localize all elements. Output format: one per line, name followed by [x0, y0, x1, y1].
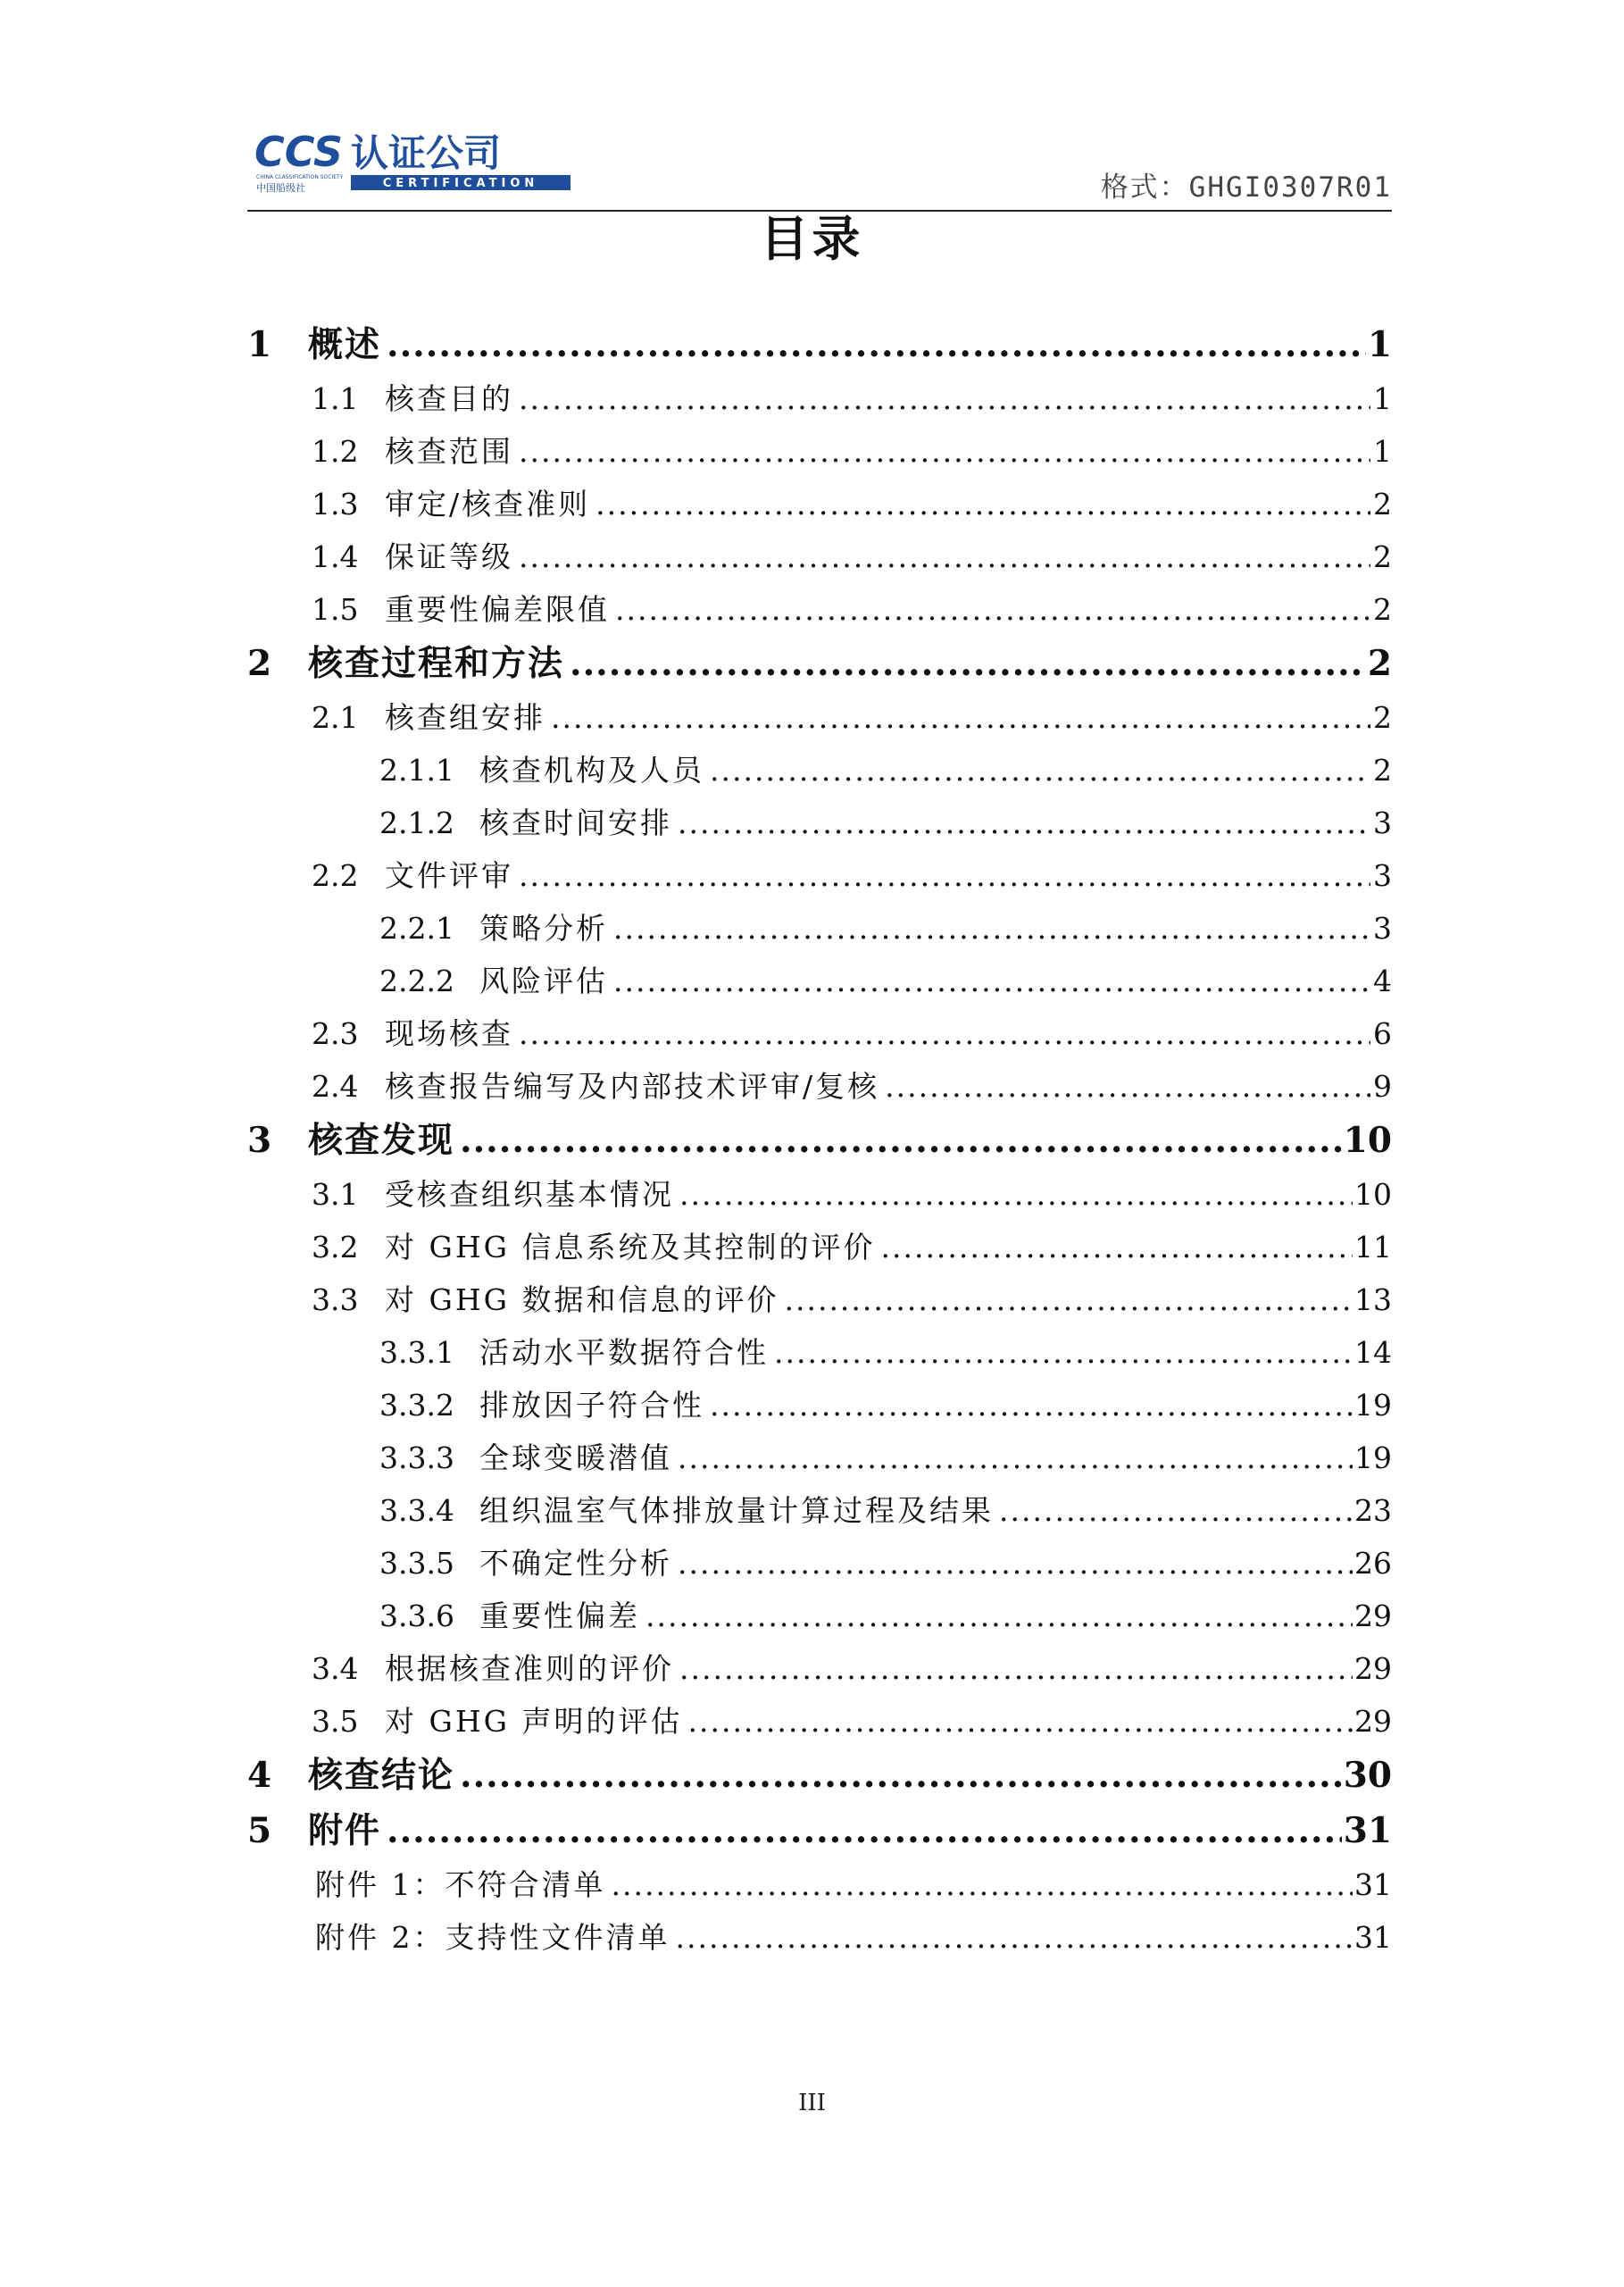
toc-entry-number: 3.3.3 [379, 1440, 454, 1475]
toc-entry-page: 19 [1354, 1440, 1392, 1475]
toc-entry-page: 4 [1373, 964, 1392, 998]
toc-entry-number: 3.3.6 [379, 1598, 454, 1633]
toc-entry-label: 受核查组织基本情况 [385, 1177, 674, 1212]
toc-dot-leader [774, 1326, 1353, 1379]
toc-entry-label: 核查机构及人员 [479, 753, 704, 788]
toc-dot-leader [613, 955, 1370, 1007]
toc-entry-label: 排放因子符合性 [479, 1388, 704, 1423]
toc-entry-label: 核查过程和方法 [308, 644, 565, 684]
toc-entry[interactable] [247, 1484, 1392, 1537]
toc-entry-label: 概述 [308, 325, 382, 365]
toc-dot-leader [679, 1642, 1353, 1695]
toc-dot-leader [570, 636, 1366, 691]
toc-entry-label: 核查组安排 [385, 700, 545, 735]
toc-entry[interactable] [247, 744, 1392, 797]
toc-entry-page: 31 [1343, 1810, 1392, 1851]
toc-entry-label: 不确定性分析 [479, 1546, 672, 1581]
toc-entry[interactable] [247, 1221, 1392, 1273]
toc-entry-label: 核查报告编写及内部技术评审/复核 [385, 1069, 880, 1104]
toc-entry-number: 2.3 [312, 1016, 359, 1051]
toc-entry-page: 2 [1373, 539, 1392, 574]
toc-entry-label: 全球变暖潜值 [479, 1440, 672, 1475]
logo-cn-text: 认证公司 [351, 131, 502, 175]
toc-entry[interactable] [247, 583, 1392, 636]
toc-entry[interactable] [247, 1911, 1392, 1964]
toc-dot-leader [595, 478, 1370, 530]
toc-entry-label: 附件 2：支持性文件清单 [315, 1920, 670, 1955]
toc-entry-page: 2 [1373, 487, 1392, 522]
toc-entry[interactable] [247, 1642, 1392, 1695]
logo-sub-cn: 中国船级社 [256, 182, 305, 194]
toc-entry-number: 3.5 [312, 1704, 359, 1739]
toc-dot-leader [678, 1431, 1353, 1484]
toc-entry-label: 保证等级 [385, 539, 513, 574]
toc-dot-leader [880, 1221, 1353, 1273]
toc-dot-leader [612, 1858, 1353, 1911]
toc-entry-page: 3 [1373, 858, 1392, 893]
toc-dot-leader [679, 1168, 1353, 1221]
ccs-certification-logo [254, 125, 576, 196]
toc-entry-page: 2 [1367, 643, 1392, 684]
toc-entry-number: 3.3 [312, 1282, 359, 1317]
toc-entry-label: 风险评估 [479, 964, 608, 998]
toc-entry-page: 1 [1373, 434, 1392, 469]
toc-entry[interactable] [247, 1537, 1392, 1590]
toc-entry-page: 31 [1354, 1867, 1392, 1902]
toc-dot-leader [645, 1590, 1353, 1642]
toc-entry[interactable] [247, 478, 1392, 530]
toc-dot-leader [519, 849, 1370, 902]
toc-entry-page: 26 [1354, 1546, 1392, 1581]
toc-entry-page: 29 [1354, 1651, 1392, 1686]
toc-entry-page: 31 [1354, 1920, 1392, 1955]
toc-entry-number: 2.1 [312, 700, 359, 735]
logo-banner-text: CERTIFICATION [382, 177, 539, 190]
toc-dot-leader [687, 1695, 1353, 1748]
toc-entry-number: 2.2.2 [379, 964, 454, 998]
toc-entry-number: 3 [247, 1120, 272, 1161]
toc-entry-label: 活动水平数据符合性 [479, 1335, 769, 1370]
toc-entry-page: 29 [1354, 1704, 1392, 1739]
toc-entry-label: 对 GHG 声明的评估 [385, 1704, 683, 1739]
toc-entry-page: 2 [1373, 753, 1392, 788]
toc-dot-leader [784, 1273, 1353, 1326]
toc-entry-label: 策略分析 [479, 911, 608, 946]
toc-entry-label: 对 GHG 信息系统及其控制的评价 [385, 1230, 876, 1265]
toc-dot-leader [460, 1748, 1342, 1803]
toc-entry[interactable] [247, 530, 1392, 583]
toc-entry-label: 现场核查 [385, 1016, 513, 1051]
toc-entry-page: 29 [1354, 1598, 1392, 1633]
toc-entry[interactable] [247, 1695, 1392, 1748]
toc-entry-page: 6 [1373, 1016, 1392, 1051]
toc-entry[interactable] [247, 849, 1392, 902]
toc-dot-leader [710, 1379, 1353, 1431]
toc-entry-label: 文件评审 [385, 858, 513, 893]
toc-entry-page: 19 [1354, 1388, 1392, 1423]
toc-entry-page: 1 [1373, 381, 1392, 416]
page-number: III [798, 2090, 826, 2116]
toc-entry-number: 2 [247, 643, 272, 684]
toc-entry-number: 3.3.4 [379, 1493, 454, 1528]
toc-entry-label: 重要性偏差限值 [385, 592, 610, 627]
toc-entry[interactable] [247, 317, 1392, 372]
toc-entry-page: 23 [1354, 1493, 1392, 1528]
toc-entry[interactable] [247, 797, 1392, 849]
toc-dot-leader [519, 1007, 1370, 1060]
toc-entry[interactable] [247, 955, 1392, 1007]
toc-dot-leader [615, 583, 1370, 636]
toc-entry-number: 3.4 [312, 1651, 359, 1686]
toc-entry-number: 1.4 [312, 539, 359, 574]
toc-entry-number: 3.1 [312, 1177, 359, 1212]
toc-entry-label: 核查时间安排 [479, 805, 672, 840]
toc-entry-page: 3 [1373, 911, 1392, 946]
toc-entry-label: 核查发现 [308, 1121, 455, 1161]
toc-dot-leader [999, 1484, 1353, 1537]
toc-entry-label: 根据核查准则的评价 [385, 1651, 674, 1686]
toc-entry-number: 2.2.1 [379, 911, 454, 946]
toc-entry-label: 附件 [308, 1811, 382, 1851]
toc-entry-label: 重要性偏差 [479, 1598, 640, 1633]
toc-entry-number: 1.5 [312, 592, 359, 627]
toc-dot-leader [676, 1911, 1353, 1964]
toc-entry-label: 核查目的 [385, 381, 513, 416]
toc-entry[interactable] [247, 1431, 1392, 1484]
toc-dot-leader [387, 317, 1366, 372]
toc-dot-leader [678, 1537, 1353, 1590]
toc-entry-number: 1.3 [312, 487, 359, 522]
toc-dot-leader [551, 691, 1370, 744]
toc-entry[interactable] [247, 372, 1392, 425]
toc-dot-leader [710, 744, 1370, 797]
toc-entry-page: 11 [1354, 1230, 1392, 1265]
toc-entry[interactable] [247, 1858, 1392, 1911]
toc-dot-leader [519, 372, 1370, 425]
toc-entry[interactable] [247, 902, 1392, 955]
toc-entry-page: 10 [1354, 1177, 1392, 1212]
toc-dot-leader [678, 797, 1370, 849]
toc-dot-leader [613, 902, 1370, 955]
toc-dot-leader [519, 425, 1370, 478]
toc-entry[interactable] [247, 1113, 1392, 1168]
toc-entry-page: 2 [1373, 700, 1392, 735]
toc-entry-page: 3 [1373, 805, 1392, 840]
toc-entry-number: 1.2 [312, 434, 359, 469]
toc-dot-leader [387, 1803, 1342, 1858]
toc-entry[interactable] [247, 1326, 1392, 1379]
toc-entry-number: 2.4 [312, 1069, 359, 1104]
toc-dot-leader [519, 530, 1370, 583]
toc-entry-label: 对 GHG 数据和信息的评价 [385, 1282, 779, 1317]
toc-entry[interactable] [247, 1007, 1392, 1060]
toc-entry-label: 审定/核查准则 [385, 487, 591, 522]
toc-entry-number: 1.1 [312, 381, 359, 416]
toc-entry-number: 2.1.1 [379, 753, 454, 788]
toc-entry-page: 10 [1343, 1120, 1392, 1161]
toc-dot-leader [460, 1113, 1342, 1168]
toc-entry-number: 1 [247, 324, 272, 365]
toc-entry-number: 4 [247, 1755, 272, 1796]
toc-entry-page: 2 [1373, 592, 1392, 627]
toc-entry-number: 5 [247, 1810, 272, 1851]
page-header [247, 116, 1392, 210]
toc-entry[interactable] [247, 1379, 1392, 1431]
toc-entry-page: 1 [1367, 324, 1392, 365]
toc-entry-label: 组织温室气体排放量计算过程及结果 [479, 1493, 994, 1528]
toc-entry-number: 3.3.5 [379, 1546, 454, 1581]
toc-entry-label: 核查结论 [308, 1756, 455, 1796]
toc-entry-number: 3.3.1 [379, 1335, 454, 1370]
toc-entry-label: 附件 1：不符合清单 [315, 1867, 606, 1902]
toc-entry-label: 核查范围 [385, 434, 513, 469]
toc-entry-page: 30 [1343, 1755, 1392, 1796]
logo-sub-en-small: CHINA CLASSIFICATION SOCIETY [256, 174, 344, 180]
toc-entry[interactable] [247, 1168, 1392, 1221]
toc-entry[interactable] [247, 1803, 1392, 1858]
toc-entry-page: 9 [1373, 1069, 1392, 1104]
toc-entry[interactable] [247, 1060, 1392, 1113]
toc-entry-number: 2.2 [312, 858, 359, 893]
toc-dot-leader [885, 1060, 1370, 1113]
toc-entry[interactable] [247, 636, 1392, 691]
toc-entry[interactable] [247, 1590, 1392, 1642]
toc-entry-page: 14 [1354, 1335, 1392, 1370]
toc-entry-number: 2.1.2 [379, 805, 454, 840]
toc-entry[interactable] [247, 1748, 1392, 1803]
toc-entry[interactable] [247, 1273, 1392, 1326]
toc-title: 目录 [760, 211, 864, 267]
table-of-contents [247, 317, 1392, 1964]
toc-entry-page: 13 [1354, 1282, 1392, 1317]
toc-entry-number: 3.3.2 [379, 1388, 454, 1423]
toc-entry-number: 3.2 [312, 1230, 359, 1265]
format-code: 格式：GHGI0307R01 [1100, 171, 1392, 204]
logo-ccs-text: CCS [254, 128, 344, 176]
toc-entry[interactable] [247, 425, 1392, 478]
toc-entry[interactable] [247, 691, 1392, 744]
